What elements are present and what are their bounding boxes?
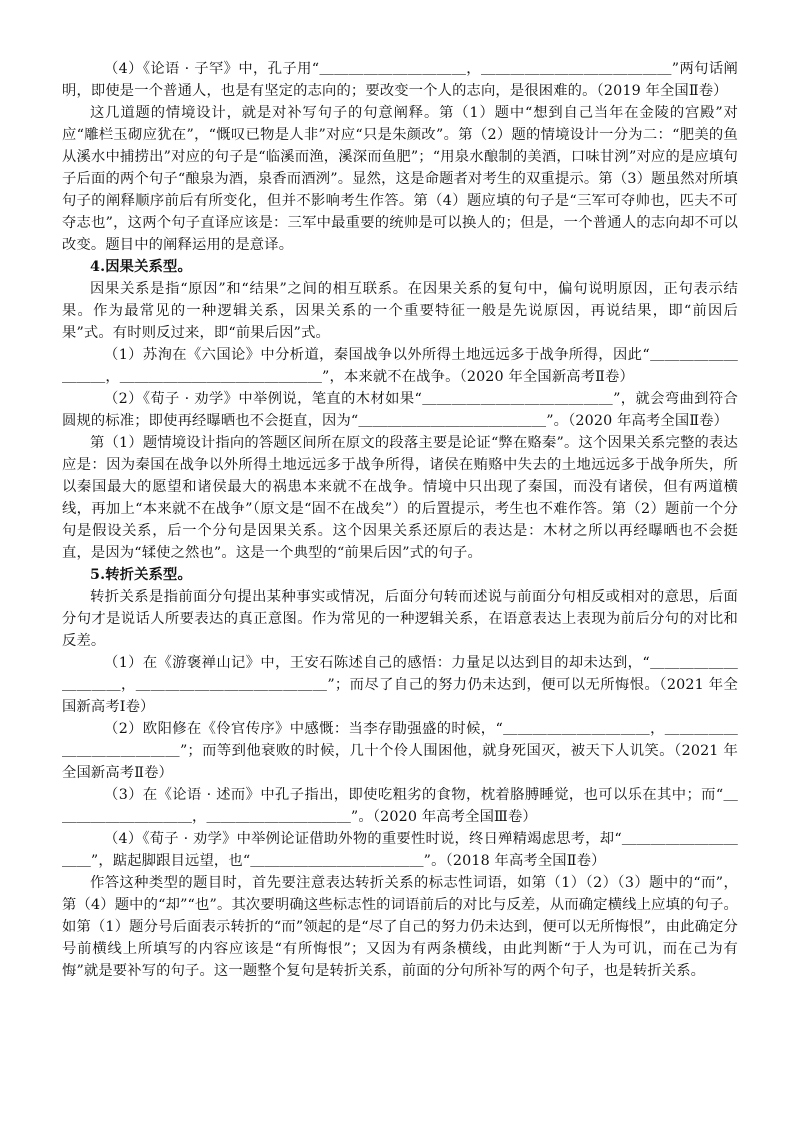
paragraph-q1-liuguo: （1）苏洵在《六国论》中分析道，秦国战争以外所得土地远远多于战争所得，因此“＿＿＿＿＿＿＿＿＿，＿＿＿＿＿＿＿＿＿＿＿＿＿＿”，本来就不在战争。（2020 年全国新高考Ⅱ卷） [62, 347, 738, 385]
paragraph-q3-shuer: （3）在《论语 · 述而》中孔子指出，即使吃粗劣的食物，枕着胳膊睡觉，也可以乐在其中；而“＿＿＿＿＿＿＿＿＿＿，＿＿＿＿＿＿＿＿＿＿”。（2020 年高考全国Ⅲ卷） [62, 787, 738, 825]
paragraph-analysis-3: 作答这种类型的题目时，首先要注意表达转折关系的标志性词语，如第（1）（2）（3）题中的“而”，第（4）题中的“却”“也”。其次要明确这些标志性的词语前后的对比与反差，从而确定横线上应填的句子。如第（1）题分号后面表示转折的“而”领起的是“尽了自己的努力仍未达到，便可以无所悔恨”，由此确定分号前横线上所填写的内容应该是“有所悔恨”；又因为有两条横线，由此判断“于人为可讥，而在己为有悔”就是要补写的句子。这一题整个复句是转折关系，前面的分句所补写的两个句子，也是转折关系。 [62, 875, 738, 979]
paragraph-cause-def: 因果关系是指“原因”和“结果”之间的相互联系。在因果关系的复句中，偏句说明原因，正句表示结果。作为最常见的一种逻辑关系，因果关系的一个重要特征一般是先说原因，再说结果，即“前因后果”式。有时则反过来，即“前果后因”式。 [62, 281, 738, 341]
paragraph-q2-xunzi: （2）《荀子 · 劝学》中举例说，笔直的木材如果“＿＿＿＿＿＿＿＿＿＿＿＿＿”，就会弯曲到符合圆规的标准；即使再经曝晒也不会挺直，因为“＿＿＿＿＿＿＿＿＿＿＿＿＿”。（2020 年高考全国Ⅱ卷） [62, 391, 738, 429]
paragraph-q1-baochan: （1）在《游褒禅山记》中，王安石陈述自己的感悟：力量足以达到目的却未达到，“＿＿＿＿＿＿＿＿＿＿，＿＿＿＿＿＿＿＿＿＿＿＿＿”；而尽了自己的努力仍未达到，便可以无所悔恨。（2021 年全国新高考Ⅰ卷） [62, 655, 738, 715]
paragraph-q2-lingguan: （2）欧阳修在《伶官传序》中感慨：当李存勖强盛的时候，“＿＿＿＿＿＿＿＿＿＿，＿＿＿＿＿＿＿＿＿＿＿＿＿”；而等到他衰败的时候，几十个伶人围困他，就身死国灭，被天下人讥笑。（2021 年全国新高考Ⅱ卷） [62, 721, 738, 781]
paragraph-heading-4: 4.因果关系型。 [90, 259, 192, 275]
paragraph-turn-def: 转折关系是指前面分句提出某种事实或情况，后面分句转而述说与前面分句相反或相对的意思，后面分句才是说话人所要表达的真正意图。作为常见的一种逻辑关系，在语意表达上表现为前后分句的对比和反差。 [62, 589, 738, 649]
paragraph-analysis-1: 这几道题的情境设计，就是对补写句子的句意阐释。第（1）题中“想到自己当年在金陵的宫殿”对应“雕栏玉砌应犹在”，“慨叹已物是人非”对应“只是朱颜改”。第（2）题的情境设计一分为二：“肥美的鱼从溪水中捕捞出”对应的句子是“临溪而渔，溪深而鱼肥”；“用泉水酿制的美酒，口味甘洌”对应的是应填句子后面的两个句子“酿泉为酒，泉香而酒洌”。显然，这是命题者对考生的双重提示。第（3）题虽然对所填句子的阐释顺序前后有所变化，但并不影响考生作答。第（4）题应填的句子是“三军可夺帅也，匹夫不可夺志也”，这两个句子直译应该是：三军中最重要的统帅是可以换人的；但是，一个普通人的志向却不可以改变。题目中的阐释运用的是意译。 [62, 105, 738, 253]
paragraph-q4-lunyu: （4）《论语 · 子罕》中，孔子用“＿＿＿＿＿＿＿＿＿＿，＿＿＿＿＿＿＿＿＿＿＿＿＿”两句话阐明，即使是一个普通人，也是有坚定的志向的；要改变一个人的志向，是很困难的。（2019 年全国Ⅱ卷） [62, 61, 738, 99]
document-page [62, 58, 738, 982]
paragraph-q4-quanxue: （4）《荀子 · 劝学》中举例论证借助外物的重要性时说，终日殚精竭虑思考，却“＿＿＿＿＿＿＿＿＿＿”，踮起脚跟目远望，也“＿＿＿＿＿＿＿＿＿＿＿＿”。（2018 年高考全国Ⅱ卷） [62, 831, 738, 869]
paragraph-heading-5: 5.转折关系型。 [90, 567, 192, 583]
paragraph-analysis-2: 第（1）题情境设计指向的答题区间所在原文的段落主要是论证“弊在赂秦”。这个因果关系完整的表达应是：因为秦国在战争以外所得土地远远多于战争所得，诸侯在贿赂中失去的土地远远多于战争所失，所以秦国最大的愿望和诸侯最大的祸患本来就不在战争。情境中只出现了秦国，而没有诸侯，但有两道横线，再加上“本来就不在战争”（原文是“固不在战矣”）的后置提示，考生也不难作答。第（2）题前一个分句是假设关系，后一个分句是因果关系。这个因果关系还原后的表达是：木材之所以再经曝晒也不会挺直，是因为“𫐓使之然也”。这是一个典型的“前果后因”式的句子。 [62, 435, 738, 561]
